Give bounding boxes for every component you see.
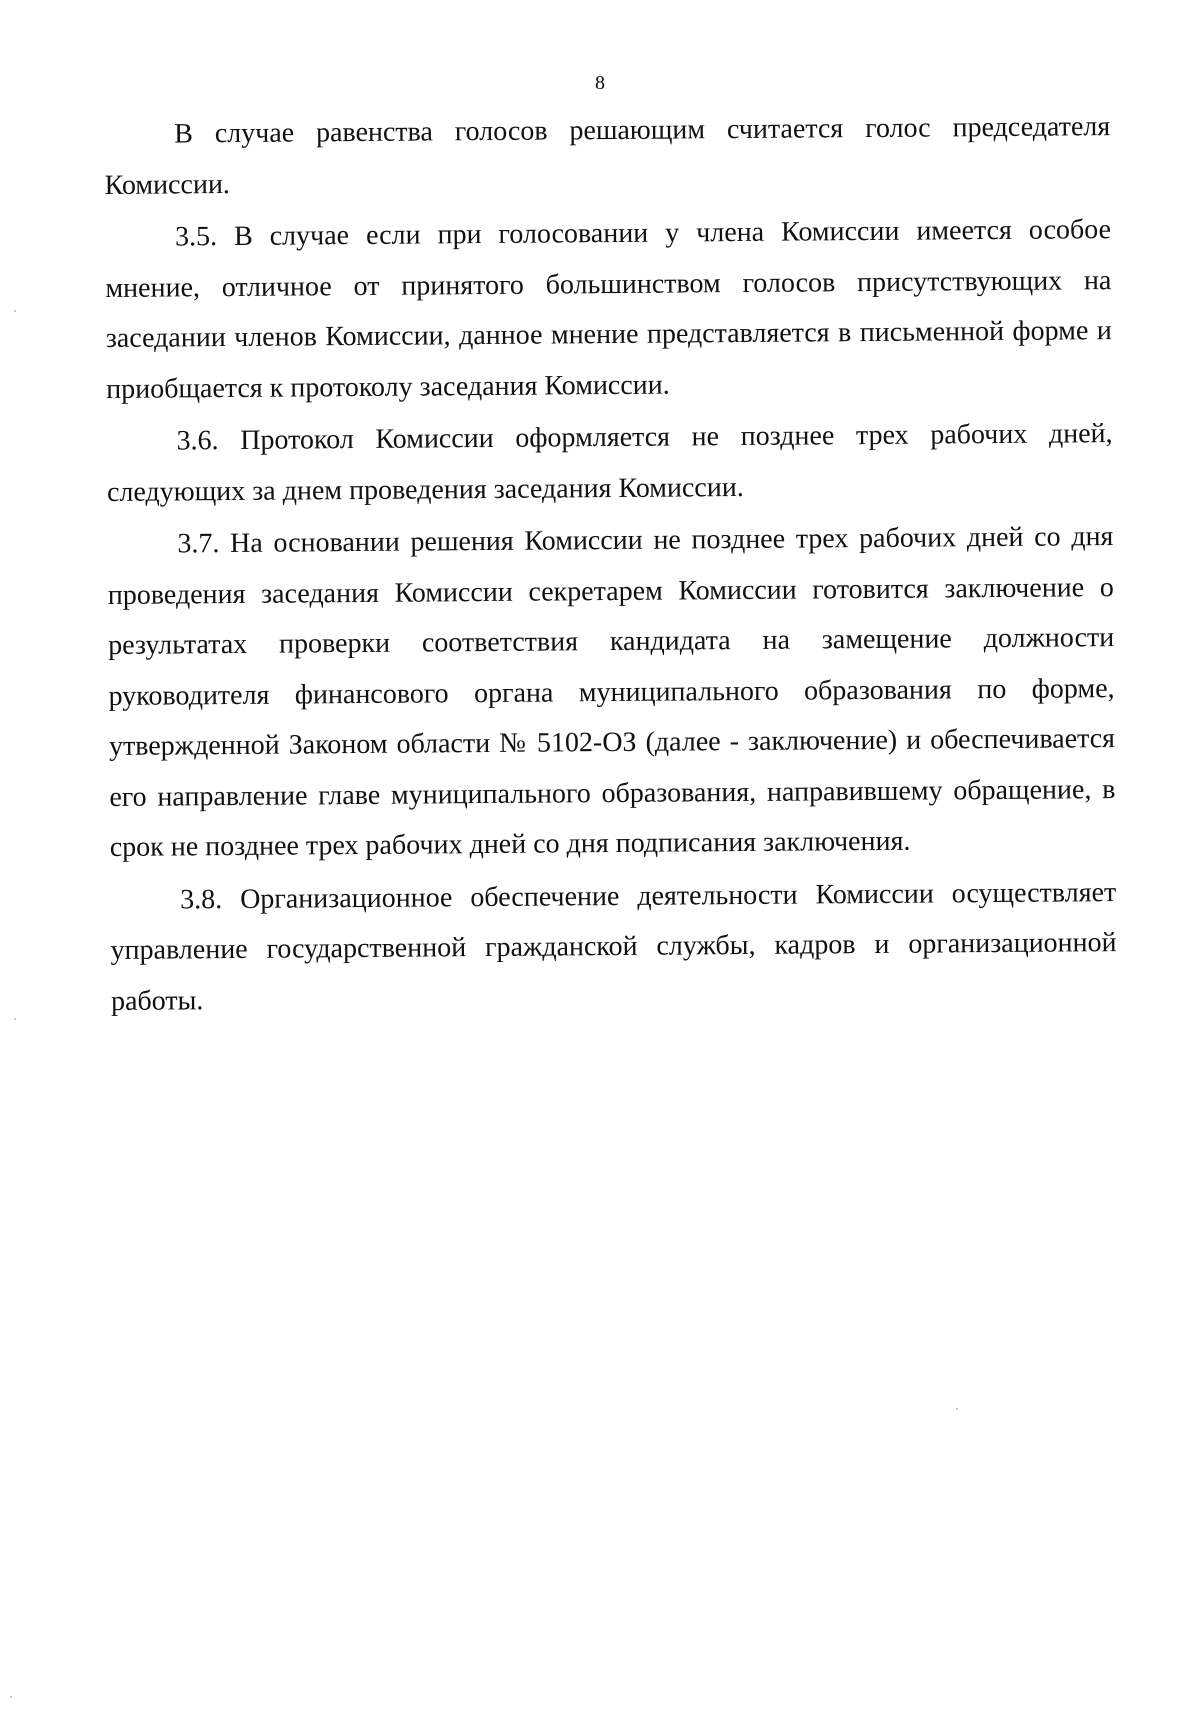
paragraph-3-5: 3.5. В случае если при голосовании у члена Комиссии имеется особое мнение, отличное от принятого большинством голосов присутствующих на заседании членов Комиссии, данное мнение представляется в письменной форме и приобщается к протоколу заседания Комиссии.: [105, 214, 1112, 405]
paragraph-3-6: 3.6. Протокол Комиссии оформляется не позднее трех рабочих дней, следующих за днем проведения заседания Комиссии.: [106, 418, 1113, 508]
scan-speck: [956, 1408, 958, 1410]
document-body: [104, 102, 1117, 1029]
scan-speck: [10, 1696, 12, 1698]
scan-speck: [14, 1018, 16, 1020]
page-number: 8: [595, 72, 605, 94]
paragraph-3-7: 3.7. На основании решения Комиссии не позднее трех рабочих дней со дня проведения заседания Комиссии секретарем Комиссии готовится заключение о результатах проверки соответствия кандидата на замещение должности руководителя финансового органа муниципального образования по форме, утвержденной Законом области № 5102-ОЗ (далее - заключение) и обеспечивается его направление главе муниципального образования, направившему обращение, в срок не позднее трех рабочих дней со дня подписания заключения.: [107, 521, 1116, 863]
paragraph-tie-vote: В случае равенства голосов решающим считается голос председателя Комиссии.: [104, 111, 1111, 201]
paragraph-3-8: 3.8. Организационное обеспечение деятельности Комиссии осуществляет управление государственной гражданской службы, кадров и организационной работы.: [110, 876, 1117, 1017]
scan-speck: [14, 310, 16, 312]
